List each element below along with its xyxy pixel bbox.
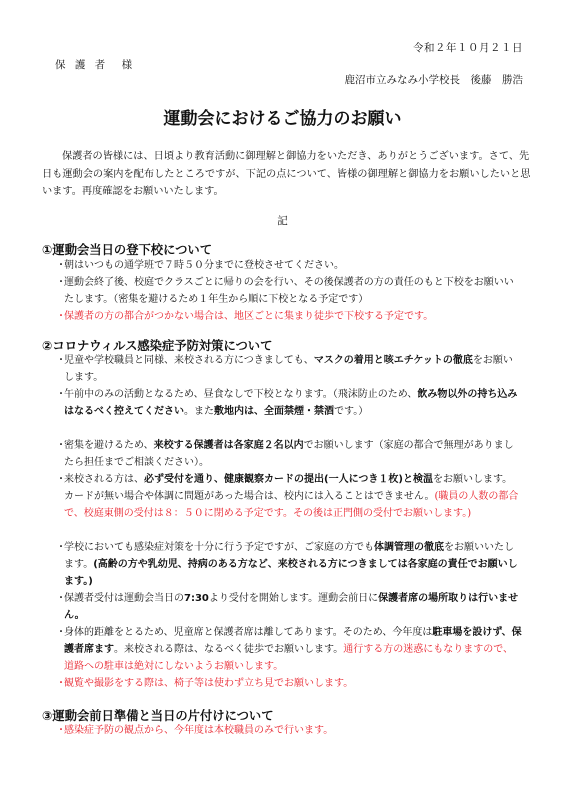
section-heading-2: ②コロナウィルス感染症予防対策について (42, 339, 273, 353)
list-item: ・ 来校される方は、必ず受付を通り、健康観察カードの提出(一人につき１枚)と検温をお願いします。カードが無い場合や体調に問題があった場合は、校内には入ることはできません。(職員の人数の都合で、校庭東側の受付は８：５０に閉める予定です。その後は正門側の受付でお願いします。) (56, 474, 519, 519)
list-item: ・ 保護者の方の都合がつかない場合は、地区ごとに集まり徒歩で下校する予定です。 (64, 309, 522, 326)
ki-marker: 記 (277, 215, 288, 227)
list-item: ・ 学校においても感染症対策を十分に行う予定ですが、ご家庭の方でも体調管理の徹底をお願いいたします。(高齢の方や乳幼児、持病のある方など、来校される方につきましては各家庭の責任でお願いします。) (56, 542, 518, 587)
list-item: ・ 密集を避けるため、来校する保護者は各家庭２名以内でお願いします（家庭の都合で無理がありましたら担任までご相談ください）。 (56, 440, 514, 468)
page-title: 運動会におけるご協力のお願い (163, 109, 402, 129)
bullet-icon: ・ (56, 593, 66, 604)
list-item: ・ 保護者受付は運動会当日の7:30より受付を開始します。運動会前日に保護者席の場所取りは行いません。 (56, 593, 519, 621)
section-heading-1: ①運動会当日の登下校について (42, 243, 213, 257)
bullet-icon: ・ (56, 474, 66, 485)
bullet-icon: ・ (56, 440, 66, 451)
list-item: ・ 児童や学校職員と同様、来校される方につきましても、マスクの着用と咳エチケットの徹底をお願いします。 (56, 355, 513, 383)
list-item: ・ 運動会終了後、校庭でクラスごとに帰りの会を行い、その後保護者の方の責任のもと下校をお願いいたします。（密集を避けるため１年生から順に下校となる予定です） (56, 277, 514, 305)
bullet-icon: ・ (56, 542, 66, 553)
list-item: ・ 観覧や撮影をする際は、椅子等は使わず立ち見でお願いします。 (64, 676, 522, 693)
bullet-icon: ・ (56, 311, 66, 322)
recipient: 保 護 者 様 (55, 59, 136, 71)
bullet-icon: ・ (56, 725, 66, 736)
list-item: ・ 身体的距離をとるため、児童席と保護者席は離してあります。そのため、今年度は駐車場を設けず、保護者席ます。来校される際は、なるべく徒歩でお願いします。通行する方の迷惑にもなりますので、道路への駐車は絶対にしないようお願いします。 (56, 627, 522, 672)
list-item: ・ 感染症予防の観点から、今年度は本校職員のみで行います。 (64, 723, 522, 740)
list-item: ・ 午前中のみの活動となるため、昼食なしで下校となります。（飛沫防止のため、飲み物以外の持ち込みはなるべく控えてください。また敷地内は、全面禁煙・禁酒です。） (56, 389, 518, 417)
bullet-icon: ・ (56, 277, 66, 288)
list-item: ・ 朝はいつもの通学班で７時５０分までに登校させてください。 (64, 258, 522, 275)
sender: 鹿沼市立みなみ小学校長 後藤 勝浩 (344, 74, 523, 86)
bullet-icon: ・ (56, 678, 66, 689)
section-heading-3: ③運動会前日準備と当日の片付けについて (42, 709, 274, 723)
bullet-icon: ・ (56, 260, 66, 271)
bullet-icon: ・ (56, 355, 66, 366)
date: 令和２年１０月２１日 (413, 42, 523, 54)
intro-paragraph: 保護者の皆様には、日頃より教育活動に御理解と御協力をいただき、ありがとうございます。さて、先日も運動会の案内を配布したところですが、下記の点について、皆様の御理解と御協力をお願いしたいと思います。再度確認をお願いいたします。 (42, 151, 531, 197)
bullet-icon: ・ (56, 627, 66, 638)
bullet-icon: ・ (56, 389, 66, 400)
